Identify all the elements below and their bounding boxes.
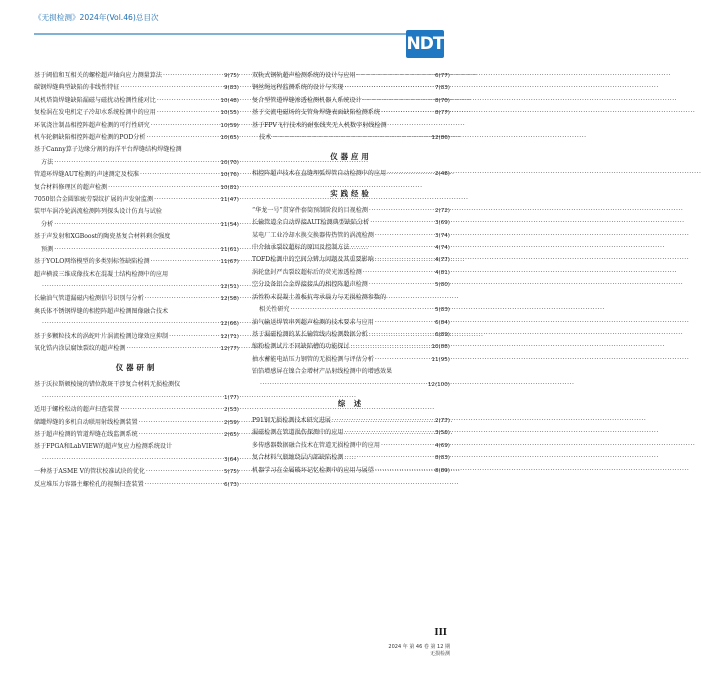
- toc-entry-title: 7050铝合金圆锥疲劳裂纹扩展的声发射监测: [34, 196, 154, 204]
- toc-entry-title: 缩粉检测试片不同缺陷槽的功能探讨: [252, 343, 350, 351]
- toc-entry-line: [252, 329, 450, 341]
- toc-entry-title-continued: 技术: [259, 134, 272, 142]
- toc-entry-line: [34, 219, 239, 231]
- toc-entry: [34, 70, 239, 82]
- toc-entry-page: 10(55): [220, 110, 239, 117]
- toc-entry: [252, 279, 450, 291]
- footer-journal: 无损检测: [429, 651, 450, 657]
- toc-entry-line: [34, 132, 239, 144]
- toc-entry-page: 5(75): [223, 469, 239, 476]
- toc-entry-page: 10(65): [220, 135, 239, 142]
- toc-entry-line: [34, 306, 239, 318]
- toc-leader-dots: [139, 169, 220, 181]
- toc-entry-title: 适用于螺栓松动的超声扫查装置: [34, 406, 120, 414]
- toc-entry: [34, 343, 239, 355]
- toc-leader-dots: [145, 132, 220, 144]
- toc-entry-page: 8(89): [434, 467, 450, 474]
- toc-entry-page: 3(74): [434, 232, 450, 239]
- toc-entry-title: “华龙一号”贯穿件套筒预制阶段的目视检测: [252, 206, 368, 214]
- toc-entry-title: 复合材料气瓶缠绕层内部缺陷检测: [252, 454, 344, 462]
- toc-entry-page: 9(83): [223, 85, 239, 92]
- toc-entry-title: 铂箔增感屏在镍合金增材产品射线检测中的增感效果: [252, 368, 393, 376]
- toc-entry-line: [252, 452, 450, 464]
- toc-entry: [34, 417, 239, 429]
- toc-entry-page: 2(59): [223, 419, 239, 426]
- toc-entry: [252, 440, 450, 452]
- toc-entry-title: 中介轴承裂纹超标的原因及控制方法: [252, 244, 350, 252]
- toc-entry: [252, 465, 450, 477]
- toc-entry-line: [34, 182, 239, 194]
- toc-entry: [252, 292, 450, 317]
- toc-leader-dots: [138, 429, 224, 441]
- toc-entry-line: [34, 293, 239, 305]
- toc-leader-dots: [156, 107, 221, 119]
- toc-entry: [34, 107, 239, 119]
- toc-entry-title-continued: 相关性研究: [259, 306, 290, 314]
- toc-entry-line: [252, 107, 450, 119]
- toc-entry-line: [34, 120, 239, 132]
- toc-entry-page: 6(84): [434, 319, 450, 326]
- toc-entry-page: 9(75): [223, 73, 239, 79]
- toc-leader-dots: [53, 157, 220, 169]
- toc-entry: [34, 306, 239, 331]
- toc-entry-page: 6(73): [223, 481, 239, 488]
- toc-entry-line: [34, 256, 239, 268]
- toc-entry: [34, 120, 239, 132]
- toc-entry-page: 6(89): [434, 331, 450, 338]
- toc-entry: [34, 269, 239, 294]
- toc-entry-page: 12(100): [427, 381, 450, 388]
- toc-entry-page: 2(48): [434, 171, 450, 178]
- toc-entry-title: 双轨式钢轨超声检测系统的设计与应用: [252, 72, 356, 79]
- toc-entry-page: 7(83): [434, 85, 450, 92]
- toc-leader-dots: [150, 120, 221, 132]
- toc-entry-line: [252, 267, 450, 279]
- toc-entry-title: 氧化锆内涂层腐蚀裂纹的超声检测: [34, 344, 126, 352]
- toc-leader-dots: [362, 267, 435, 279]
- toc-leader-dots: [374, 465, 435, 477]
- toc-entry-line: [252, 95, 450, 107]
- toc-leader-dots: [41, 281, 220, 293]
- toc-entry-line: [34, 269, 239, 281]
- toc-entry-line: [252, 120, 450, 132]
- toc-entry-page: 10(81): [220, 184, 239, 191]
- toc-entry-page: 3(56): [434, 430, 450, 437]
- toc-entry-line: [34, 417, 239, 429]
- toc-entry-title: 基于多颗粒技术的涡蛇叶片涡流检测边缘效应抑制: [34, 332, 169, 340]
- toc-entry-title: 基于FPV飞行技术的耐张线夹无人机数字射线检测: [252, 121, 387, 129]
- toc-entry-page: 2(65): [223, 431, 239, 438]
- section-heading-instruments: 仪器研制: [115, 363, 158, 373]
- toc-entry-line: [252, 242, 450, 254]
- toc-entry-title: 基于漏磁检测的某长输管线内检测数据分析: [252, 330, 368, 338]
- toc-entry: [34, 95, 239, 107]
- toc-entry-page: 5(83): [434, 307, 450, 314]
- toc-entry: [252, 120, 450, 145]
- toc-entry-line: [252, 465, 450, 477]
- toc-entry-title: 活性粉末混凝土盖板抗弯承载力与无损检测参数的: [252, 293, 387, 301]
- toc-entry-line: [252, 82, 450, 94]
- toc-entry-title: TOFD检测中的空间分辨力问题及其重要影响: [252, 256, 374, 264]
- toc-entry-page: 2(72): [434, 207, 450, 214]
- toc-entry-title: 漏磁检测在管道损伤探测中的应用: [252, 429, 344, 437]
- toc-entry: [34, 331, 239, 343]
- toc-entry-line: [34, 244, 239, 256]
- toc-entry-line: [252, 168, 450, 180]
- toc-entry: [252, 354, 450, 366]
- toc-entry-page: 12(51): [220, 283, 239, 290]
- toc-leader-dots: [153, 194, 220, 206]
- toc-entry-line: [34, 454, 239, 466]
- toc-entry-title: P91钢无损检测技术研究进展: [252, 416, 331, 424]
- toc-leader-dots: [41, 318, 220, 330]
- toc-entry-title: 储罐焊缝的多机自动联用射线检测装置: [34, 418, 138, 426]
- toc-entry: [252, 70, 450, 82]
- toc-entry-page: 11(54): [220, 221, 239, 228]
- toc-leader-dots: [119, 82, 224, 94]
- page-header: [0, 0, 480, 62]
- toc-entry-line: [252, 440, 450, 452]
- toc-entry: [252, 317, 450, 329]
- toc-entry: [34, 82, 239, 94]
- toc-entry-line: [252, 304, 450, 316]
- toc-entry-line: [252, 354, 450, 366]
- toc-entry-line: [34, 318, 239, 330]
- toc-entry-page: 12(66): [220, 321, 239, 328]
- toc-entry-line: [252, 205, 450, 217]
- toc-leader-dots: [374, 230, 435, 242]
- toc-entry: [34, 293, 239, 305]
- toc-entry-title: 多传感器数据融合技术在管道无损检测中的应用: [252, 441, 380, 449]
- toc-entry-line: [252, 379, 450, 391]
- toc-entry: [34, 182, 239, 194]
- toc-entry-page: 4(81): [434, 269, 450, 276]
- toc-entry-line: [252, 230, 450, 242]
- toc-leader-dots: [343, 427, 435, 439]
- toc-entry-line: [252, 279, 450, 291]
- toc-leader-dots: [362, 95, 435, 107]
- section-heading-experience: 实践经验: [330, 188, 372, 198]
- toc-entry: [252, 341, 450, 353]
- toc-entry-title: 基于声发射和XGBoost的陶瓷基复合材料剩余强度: [34, 233, 171, 241]
- toc-entry-title: 基于FPGA和LabVIEW的超声复应力检测系统设计: [34, 443, 173, 451]
- toc-entry-line: [34, 281, 239, 293]
- toc-entry: [252, 452, 450, 464]
- toc-entry: [34, 231, 239, 256]
- toc-entry-page: 8(83): [434, 455, 450, 462]
- right-entries-a: [252, 70, 450, 144]
- toc-entry-page: 2(77): [434, 417, 450, 424]
- toc-entry: [252, 230, 450, 242]
- toc-entry-line: [34, 429, 239, 441]
- toc-entry-title: 长输管道全自动焊接AUT检测典型缺陷分析: [252, 219, 370, 227]
- toc-leader-dots: [145, 466, 224, 478]
- toc-entry: [34, 479, 239, 491]
- toc-entry-title: 奥氏体不锈钢焊缝的相控阵超声检测图像融合技术: [34, 307, 169, 315]
- toc-entry-title: 空分设备铝合金焊接接头的相控阵超声检测: [252, 281, 368, 289]
- toc-entry-line: [34, 331, 239, 343]
- toc-leader-dots: [374, 354, 432, 366]
- toc-leader-dots: [125, 343, 220, 355]
- toc-entry-title: 基于交流电磁场的支管角焊缝表面缺陷检测系统: [252, 109, 380, 117]
- toc-entry-line: [34, 392, 239, 404]
- toc-entry-line: [252, 415, 450, 427]
- toc-entry-page: 10(70): [220, 159, 239, 166]
- toc-entry: [252, 242, 450, 254]
- toc-entry-page: 11(47): [220, 197, 239, 204]
- right-entries-c: [252, 205, 450, 391]
- toc-entry-page: 3(69): [434, 220, 450, 227]
- toc-leader-dots: [289, 304, 434, 316]
- toc-leader-dots: [119, 404, 224, 416]
- left-column: [34, 70, 239, 491]
- toc-entry-title: 相控阵超声技术在直缝埋弧焊管自动检测中的应用: [252, 170, 387, 178]
- toc-entry-title-continued: 预测: [41, 245, 54, 253]
- toc-entry-title: 机车轮辋缺陷相控阵超声检测的POD分析: [34, 134, 146, 142]
- toc-entry-page: 4(77): [434, 257, 450, 264]
- toc-entry: [252, 217, 450, 229]
- toc-entry-title: 长输油气管道漏磁内检测信号识别与分析: [34, 295, 144, 303]
- toc-leader-dots: [144, 479, 224, 491]
- footer-issue: 2024 年 第 46 卷 第 12 期: [388, 644, 450, 650]
- toc-entry-line: [252, 317, 450, 329]
- toc-entry-line: [34, 70, 239, 82]
- toc-entry-line: [252, 132, 450, 144]
- toc-entry: [252, 366, 450, 391]
- toc-entry-page: 5(80): [434, 282, 450, 289]
- toc-leader-dots: [380, 440, 435, 452]
- toc-entry-title: 环氧浇注制品相控阵超声检测的可行性研究: [34, 121, 150, 129]
- page-roman-numeral: III: [434, 628, 447, 638]
- toc-leader-dots: [369, 217, 435, 229]
- toc-entry-page: 1(77): [223, 394, 239, 401]
- toc-entry: [34, 466, 239, 478]
- toc-entry-title: 基于沃拉斯顿棱镜的错位散斑干涉复合材料无损检测仪: [34, 381, 181, 389]
- toc-entry: [252, 205, 450, 217]
- toc-entry-title: 钢丝绳远程监测系统的设计与实现: [252, 84, 344, 92]
- toc-leader-dots: [380, 107, 435, 119]
- toc-entry-line: [34, 206, 239, 218]
- toc-entry: [34, 169, 239, 181]
- toc-leader-dots: [168, 331, 220, 343]
- toc-entry-title: 装甲车涡冷轮涡流检测阵列探头设计仿真与试验: [34, 208, 162, 216]
- ndt-logo: NDT: [406, 30, 444, 58]
- toc-entry-line: [34, 231, 239, 243]
- toc-leader-dots: [331, 415, 435, 427]
- toc-entry-title: 基于YOLO网络模型的多类别标签缺陷检测: [34, 258, 150, 266]
- toc-entry-title: 碳钢焊缝典型缺陷的非线性特征: [34, 84, 120, 92]
- toc-entry-title: 复检涡在发电机定子冷却水系统检测中的应用: [34, 109, 156, 117]
- header-rule: [34, 33, 425, 35]
- toc-entry-title: 复合型管道焊缝渗透检测机器人系统设计: [252, 96, 362, 104]
- toc-entry-page: 8(77): [434, 110, 450, 117]
- toc-leader-dots: [368, 329, 435, 341]
- toc-entry-title: 风机塔筒焊缝缺陷漏磁与磁扰动检测性能对比: [34, 96, 156, 104]
- toc-entry-page: 10(76): [220, 172, 239, 179]
- toc-entry: [252, 267, 450, 279]
- toc-entry-line: [252, 254, 450, 266]
- toc-leader-dots: [156, 95, 221, 107]
- right-column: [252, 70, 450, 477]
- toc-entry: [34, 404, 239, 416]
- toc-entry-title: 反应堆压力容器主螺栓孔的视频扫查装置: [34, 480, 144, 488]
- toc-entry-line: [34, 379, 239, 391]
- toc-leader-dots: [53, 219, 220, 231]
- toc-entry-title: 涡轮盘封严齿裂纹超标后的荧光渗透检测: [252, 268, 362, 276]
- toc-entry-page: 10(48): [220, 97, 239, 104]
- toc-entry-page: 12(77): [220, 345, 239, 352]
- toc-entry-page: 10(59): [220, 122, 239, 129]
- toc-entry: [34, 206, 239, 231]
- toc-entry-title-continued: 分析: [41, 220, 54, 228]
- toc-entry: [252, 254, 450, 266]
- toc-entry-line: [34, 343, 239, 355]
- toc-leader-dots: [41, 454, 224, 466]
- toc-leader-dots: [350, 242, 435, 254]
- toc-entry: [34, 441, 239, 466]
- toc-entry-page: 12(86): [431, 135, 450, 142]
- toc-leader-dots: [259, 379, 428, 391]
- toc-entry-page: 8(70): [434, 97, 450, 104]
- toc-leader-dots: [138, 417, 224, 429]
- toc-entry: [252, 82, 450, 94]
- toc-entry-line: [34, 441, 239, 453]
- toc-entry-title: 基于Canny算子边缘分割的海洋平台焊缝结构焊缝检测: [34, 146, 182, 154]
- toc-entry-page: 2(53): [223, 407, 239, 414]
- toc-entry-line: [34, 95, 239, 107]
- section-heading-review: 综 述: [337, 398, 365, 408]
- toc-entry-title-continued: 方法: [41, 158, 54, 166]
- toc-entry: [34, 194, 239, 206]
- toc-entry-page: 3(64): [223, 456, 239, 463]
- toc-entry-title: 油气输送焊管串列超声检测的技术要求与应用: [252, 318, 374, 326]
- toc-entry-page: 12(71): [220, 333, 239, 340]
- toc-leader-dots: [343, 452, 435, 464]
- toc-entry: [252, 168, 450, 180]
- toc-entry-title: 基于超声检测的管道焊缝在线监测系统: [34, 430, 138, 438]
- toc-entry-title: 一种基于ASME V的管状校准试块的优化: [34, 468, 145, 476]
- toc-entry-page: 11(67): [220, 259, 239, 266]
- toc-entry: [252, 95, 450, 107]
- section-heading-applications: 仪器应用: [330, 152, 372, 162]
- toc-entry: [34, 144, 239, 169]
- toc-entry-line: [252, 366, 450, 378]
- toc-leader-dots: [162, 70, 224, 82]
- toc-entry-page: 11(95): [431, 356, 450, 363]
- toc-entry-title: 复合材料修理区的超声检测: [34, 183, 108, 191]
- left-entries-a: [34, 70, 239, 355]
- toc-entry-title: 抽水蓄能电站压力钢管的无损检测与评估分析: [252, 355, 374, 363]
- toc-leader-dots: [41, 392, 224, 404]
- toc-leader-dots: [107, 182, 220, 194]
- toc-leader-dots: [386, 168, 435, 180]
- toc-leader-dots: [368, 205, 435, 217]
- toc-entry-title: 基于阈值和互相关的螺栓超声轴向应力测量算法: [34, 72, 162, 79]
- toc-entry: [252, 329, 450, 341]
- toc-entry-line: [34, 144, 239, 156]
- toc-entry-page: 11(61): [220, 246, 239, 253]
- toc-entry: [34, 379, 239, 404]
- toc-leader-dots: [350, 341, 432, 353]
- toc-entry: [34, 429, 239, 441]
- toc-entry-title: 管道环焊缝AUT检测的声速测定及校准: [34, 171, 140, 179]
- toc-leader-dots: [374, 317, 435, 329]
- toc-entry-line: [34, 479, 239, 491]
- header-title: 《无损检测》2024年(Vol.46)总目次: [34, 13, 159, 22]
- toc-entry-line: [34, 107, 239, 119]
- toc-entry-title: 超声横波三维成像技术在混凝土结构检测中的应用: [34, 270, 169, 278]
- toc-entry-line: [252, 217, 450, 229]
- toc-leader-dots: [374, 254, 435, 266]
- toc-entry: [252, 427, 450, 439]
- toc-entry-line: [252, 341, 450, 353]
- toc-entry-page: 4(74): [434, 245, 450, 252]
- right-entries-b: [252, 168, 450, 180]
- page-footer: [388, 644, 450, 658]
- toc-entry-page: 12(58): [220, 296, 239, 303]
- toc-leader-dots: [150, 256, 221, 268]
- toc-entry-line: [252, 427, 450, 439]
- toc-entry-line: [34, 404, 239, 416]
- toc-entry-line: [34, 169, 239, 181]
- toc-entry-page: 4(69): [434, 442, 450, 449]
- toc-leader-dots: [356, 70, 435, 82]
- toc-entry: [252, 415, 450, 427]
- toc-entry-page: 6(77): [434, 73, 450, 79]
- toc-entry-line: [34, 157, 239, 169]
- toc-leader-dots: [368, 279, 435, 291]
- toc-entry-line: [34, 82, 239, 94]
- toc-entry: [252, 107, 450, 119]
- toc-entry-page: 10(88): [431, 344, 450, 351]
- toc-entry-title: 机器学习在金属破坏记忆检测中的应用与展望: [252, 466, 374, 474]
- toc-leader-dots: [271, 132, 431, 144]
- toc-entry-line: [252, 292, 450, 304]
- toc-entry: [34, 256, 239, 268]
- toc-entry-line: [252, 70, 450, 82]
- right-entries-d: [252, 415, 450, 477]
- toc-leader-dots: [53, 244, 220, 256]
- left-entries-b: [34, 379, 239, 491]
- toc-leader-dots: [144, 293, 221, 305]
- toc-entry-line: [34, 466, 239, 478]
- toc-entry: [34, 132, 239, 144]
- toc-entry-title: 某电厂工业冷却水换交换器传热管的涡流检测: [252, 231, 374, 239]
- toc-entry-line: [34, 194, 239, 206]
- toc-leader-dots: [343, 82, 435, 94]
